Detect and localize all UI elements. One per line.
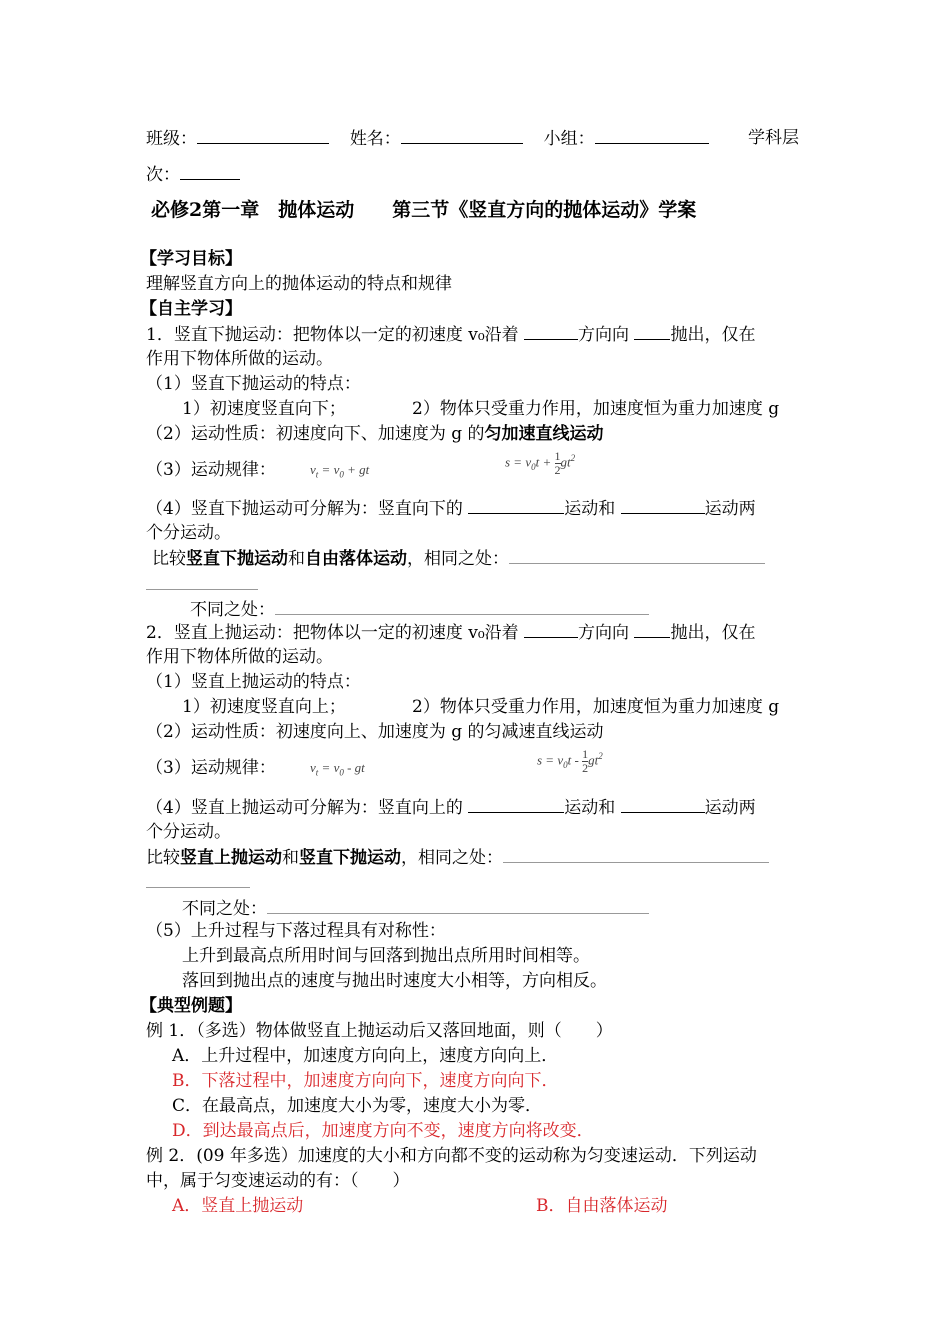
s2-p4 (146, 795, 756, 820)
s2-p2: （2）运动性质：初速度向上、加速度为 g 的匀减速直线运动 (146, 722, 604, 742)
ex1-option-a: A．上升过程中，加速度方向向上，速度方向向上． (172, 1046, 559, 1066)
s2-line1-text: 2．竖直上抛运动：把物体以一定的初速度 v₀沿着 (146, 623, 519, 643)
ex1-stem: 例 1．（多选）物体做竖直上抛运动后又落回地面，则（ ） (146, 1021, 613, 1041)
s2-p4-2: 个分运动。 (146, 822, 231, 842)
s1-compare: 比较竖直下抛运动和自由落体运动，相同之处： (152, 546, 765, 571)
s1-p4-text: （4）竖直下抛运动可分解为：竖直向下的 (146, 499, 463, 519)
header-line-2 (146, 162, 240, 187)
class-label: 班级： (146, 129, 197, 149)
s2-p4-text: （4）竖直上抛运动可分解为：竖直向上的 (146, 798, 463, 818)
goal-heading: 【学习目标】 (140, 249, 242, 269)
s1-blank-direction[interactable] (524, 322, 578, 340)
s2-compare: 比较竖直上抛运动和竖直下抛运动，相同之处： (146, 845, 769, 870)
name-blank[interactable] (401, 126, 523, 144)
s2-p5: （5）上升过程与下落过程具有对称性： (146, 921, 446, 941)
s1-same-blank-2[interactable] (146, 572, 258, 590)
s1-blank-motion-1[interactable] (468, 496, 564, 514)
s1-formula-displacement: $s = v_0t$ + $\frac{1}{2}$ $gt^2$ (505, 449, 576, 477)
s1-same-blank-cont (146, 572, 258, 597)
s2-blank-motion-2[interactable] (621, 795, 705, 813)
s1-line1-dir: 方向向 (578, 325, 630, 345)
header-line-1 (146, 126, 709, 151)
self-study-heading: 【自主学习】 (140, 299, 242, 319)
s1-p2-text: （2）运动性质：初速度向下、加速度为 g 的 (146, 424, 485, 444)
s1-line1-end: 抛出，仅在 (670, 325, 756, 345)
s1-line1-text: 1．竖直下抛运动：把物体以一定的初速度 v₀沿着 (146, 325, 519, 345)
class-blank[interactable] (197, 126, 329, 144)
group-blank[interactable] (595, 126, 709, 144)
ex2-option-b: B．自由落体运动 (536, 1196, 668, 1216)
s2-p4-and: 运动和 (564, 798, 616, 818)
ex2-stem-2: 中，属于匀变速运动的有：（ ） (146, 1171, 410, 1191)
s2-formula-velocity: $v_t = v_0$ - gt (310, 760, 365, 778)
examples-heading: 【典型例题】 (140, 996, 242, 1016)
level-label-1: 学科层 (748, 128, 799, 148)
page-title: 必修2第一章 抛体运动 第三节《竖直方向的抛体运动》学案 (151, 199, 697, 221)
s2-diff-blank[interactable] (267, 896, 649, 914)
s1-formula-velocity: $v_t = v_0$ + gt (310, 462, 370, 480)
s1-diff-blank[interactable] (275, 597, 649, 615)
s2-same-blank[interactable] (503, 845, 769, 863)
s1-p3: （3）运动规律： (146, 460, 276, 480)
ex2-option-a: A．竖直上抛运动 (172, 1196, 304, 1216)
goal-text: 理解竖直方向上的抛体运动的特点和规律 (146, 274, 452, 294)
s2-blank-motion-1[interactable] (468, 795, 564, 813)
s2-p1: （1）竖直上抛运动的特点： (146, 672, 361, 692)
s1-line2: 作用下物体所做的运动。 (146, 349, 333, 369)
s2-p1-b: 2）物体只受重力作用，加速度恒为重力加速度 g (412, 697, 780, 717)
name-label: 姓名： (349, 129, 401, 149)
ex1-option-b: B．下落过程中，加速度方向向下，速度方向向下． (172, 1071, 559, 1091)
s2-line1 (146, 620, 755, 645)
s1-line1 (146, 322, 755, 347)
s2-line1-dir: 方向向 (578, 623, 630, 643)
s1-p4 (146, 496, 756, 521)
s2-same-blank-2[interactable] (146, 870, 250, 888)
s2-formula-displacement: $s = v_0t$ - $\frac{1}{2}$ $gt^2$ (537, 747, 603, 775)
ex1-option-d: D．到达最高点后，加速度方向不变，速度方向将改变． (172, 1121, 594, 1141)
s2-blank-toward[interactable] (634, 620, 670, 638)
s2-diff: 不同之处： (182, 896, 649, 921)
s1-p4-end: 运动两 (704, 499, 756, 519)
s2-p5-a: 上升到最高点所用时间与回落到抛出点所用时间相等。 (182, 946, 590, 966)
s2-same-blank-cont (146, 870, 250, 895)
s1-p4-2: 个分运动。 (146, 523, 231, 543)
s2-line2: 作用下物体所做的运动。 (146, 647, 333, 667)
s1-p2 (146, 422, 604, 446)
s2-line1-end: 抛出，仅在 (670, 623, 756, 643)
s2-p4-end: 运动两 (704, 798, 756, 818)
ex1-option-c: C．在最高点，加速度大小为零，速度大小为零． (172, 1096, 543, 1116)
s1-same-blank[interactable] (509, 546, 765, 564)
level-blank[interactable] (180, 162, 240, 180)
ex2-stem-1: 例 2．(09 年多选）加速度的大小和方向都不变的运动称为匀变速运动．下列运动 (146, 1146, 757, 1166)
s2-p5-b: 落回到抛出点的速度与抛出时速度大小相等，方向相反。 (182, 971, 607, 991)
s1-p1-a: 1）初速度竖直向下； (182, 399, 346, 419)
s2-p3: （3）运动规律： (146, 758, 276, 778)
level-label-2: 次： (146, 165, 180, 185)
s1-p1-b: 2）物体只受重力作用，加速度恒为重力加速度 g (412, 399, 780, 419)
s1-p2-bold: 匀加速直线运动 (484, 424, 604, 444)
s1-p4-and: 运动和 (564, 499, 616, 519)
s1-blank-motion-2[interactable] (621, 496, 705, 514)
s2-blank-direction[interactable] (524, 620, 578, 638)
s1-diff: 不同之处： (190, 597, 649, 622)
s1-blank-toward[interactable] (634, 322, 670, 340)
s1-p1: （1）竖直下抛运动的特点： (146, 374, 361, 394)
s2-p1-a: 1）初速度竖直向上； (182, 697, 346, 717)
group-label: 小组： (543, 129, 595, 149)
